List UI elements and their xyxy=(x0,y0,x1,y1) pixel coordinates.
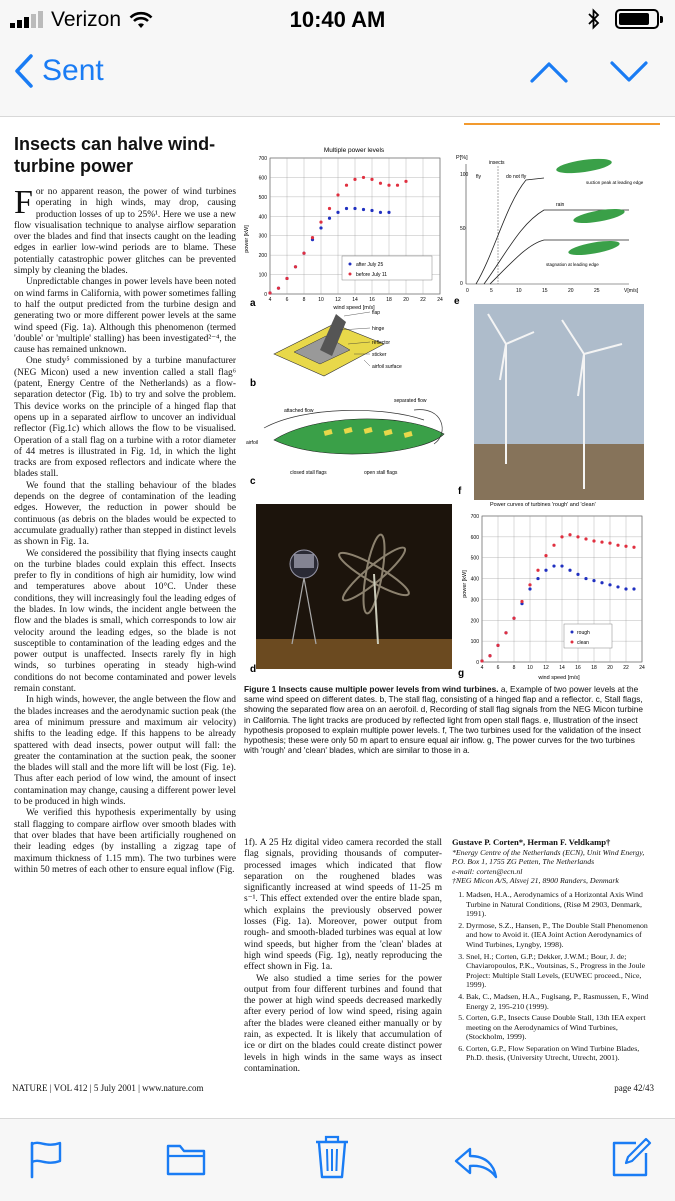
panel-a-xtick: 8 xyxy=(302,297,306,303)
panel-g-ytick: 100 xyxy=(470,639,479,646)
chevron-down-icon[interactable] xyxy=(609,60,649,84)
panel-b-label-hinge: hinge xyxy=(372,326,385,332)
panel-letter-g: g xyxy=(458,668,465,679)
header-rule xyxy=(464,123,660,125)
panel-g-xtick: 18 xyxy=(591,665,597,671)
panel-c-label-open: open stall flags xyxy=(364,470,398,476)
panel-a-point-before-July-11 xyxy=(319,221,322,224)
chevron-left-icon xyxy=(14,54,34,88)
panel-a-ytick: 0 xyxy=(264,292,267,298)
panel-a-point-before-July-11 xyxy=(404,180,407,183)
panel-a-xtick: 22 xyxy=(420,297,426,303)
panel-g-point-rough xyxy=(616,585,619,588)
paragraph-5: We considered the possibility that flying insects caught on the turbine blades could explain this effect. Insects prefer to fly in conditions of high air humidity, low wind and temperatures above about 10°C. Under these conditions, they will increasingly foul the leading edges of the blades. In low winds, the incident angle between the flow and the blades is small, which corresponds to low air velocity around the leading edges, so the blade is not susceptible to contamination of the leading edges and the power output is unaffected. Insects rarely fly in high winds, so turbines operating in steady high-wind conditions do not become contaminated and power levels remain constant. xyxy=(14,548,236,695)
panel-a-point-before-July-11 xyxy=(277,287,280,290)
panel-g-point-rough xyxy=(632,587,635,590)
panel-g-xtick: 6 xyxy=(496,665,500,671)
panel-a-ytick: 600 xyxy=(258,175,267,182)
panel-e-ytick-0: 0 xyxy=(460,281,463,287)
panel-a-xtick: 4 xyxy=(268,297,272,303)
panel-g-legend-2: clean xyxy=(577,640,589,646)
panel-g-xtick: 16 xyxy=(575,665,581,671)
panel-c-label-closed: closed stall flags xyxy=(290,470,327,476)
paragraph-3: One study⁵ commissioned by a turbine manufacturer (NEG Micon) used a new invention called a stall flag⁶ (patent, Energy Centre of the Netherlands) as a flow-separation detector (Fig. 1b) to try and solve the problem. This device works on the principle of a hinged flap that opens up in a separated airflow to uncover an individual reflector (Fig.1c) which allows the flow to be visualised. Operation of a stall flag on a turbine with a rotor diameter of 44 metres is illustrated in Fig. 1d, in which the light tracks are from exposed reflectors and indicate where the blades stall. xyxy=(14,356,236,480)
panel-g-point-clean xyxy=(576,535,579,538)
article-attachment[interactable] xyxy=(4,119,664,1114)
legend-marker-after xyxy=(349,263,352,266)
panel-e-xlabel: V[m/s] xyxy=(624,288,639,294)
paragraph-6: In high winds, however, the angle between the flow and the blades increases and the aerodynamic suction peak (the area of minimum pressure and maximum air velocity) shifts to the leading edge. If this happens to be already spattered with dead insects, power output will fall: the greater the contamination at the suction peak, the sooner the blades will stall and the more lift will be lost (Fig. 1e). Thus after each period of low wind, the amount of insect contamination may change, causing a different power level to be produced in high winds. xyxy=(14,695,236,808)
panel-b-diagram xyxy=(250,310,402,389)
panel-letter-c: c xyxy=(250,476,256,487)
panel-g-point-clean xyxy=(608,542,611,545)
panel-a-ytick: 100 xyxy=(258,272,267,279)
panel-g-point-clean xyxy=(584,537,587,540)
bottom-toolbar xyxy=(0,1118,675,1201)
dropcap-letter: F xyxy=(14,184,33,221)
paragraph-2: Unpredictable changes in power levels have been noted on wind farms in California, with power sometimes falling to half the output predicted from the turbine design and generating two or more different power levels at the same wind speed (Fig. 1a). Although this phenomenon (termed 'double' or 'multiple' stalling) has been investigated²⁻⁴, the cause has remained unknown. xyxy=(14,277,236,356)
panel-g-point-rough xyxy=(544,569,547,572)
panel-a-point-after-July-25 xyxy=(370,209,373,212)
panel-e-label-stagnation: stagnation at leading edge xyxy=(546,262,599,267)
panel-g-point-clean xyxy=(552,544,555,547)
panel-a-point-after-July-25 xyxy=(387,211,390,214)
references-column xyxy=(452,838,652,1065)
legend-marker-before xyxy=(349,273,352,276)
panel-letter-b: b xyxy=(250,378,257,389)
panel-e-xtick-5: 5 xyxy=(490,288,493,294)
bluetooth-icon xyxy=(587,8,601,30)
panel-g-point-clean xyxy=(544,554,547,557)
paragraph-1-text: or no apparent reason, the power of wind turbines operating in high winds, may drop, causing production losses of up to 25%¹. Here we use a new flow visualisation technique to analyse airflow separation over the blades and find that insects caught on the leading edges in earlier low-wind periods are to blame. These potentially catastrophic power glitches can be prevented simply by cleaning the blades. xyxy=(14,187,236,277)
authors: Gustave P. Corten*, Herman F. Veldkamp† xyxy=(452,837,611,847)
folder-icon[interactable] xyxy=(166,1143,206,1177)
panel-e-label-fly: fly xyxy=(476,174,481,180)
panel-g-point-rough xyxy=(600,581,603,584)
panel-g-xtick: 4 xyxy=(480,665,484,671)
panel-g-point-clean xyxy=(592,539,595,542)
affiliation-email: e-mail: corten@ecn.nl xyxy=(452,866,523,876)
panel-b-label-reflector: reflector xyxy=(372,340,391,346)
panel-g-ytick: 400 xyxy=(470,576,479,583)
message-content[interactable] xyxy=(0,117,675,1118)
panel-g-xlabel: wind speed [m/s] xyxy=(538,675,580,681)
panel-e-label-rain: rain xyxy=(556,202,565,208)
panel-g-ytick: 600 xyxy=(470,534,479,541)
panel-letter-d: d xyxy=(250,664,257,675)
panel-g-point-clean xyxy=(624,545,627,548)
panel-b-label-sticker: sticker xyxy=(372,352,387,358)
panel-g-point-rough xyxy=(608,583,611,586)
panel-g-point-clean xyxy=(568,533,571,536)
panel-a-ylabel: power [kW] xyxy=(244,225,250,253)
panel-a-chart xyxy=(244,147,443,311)
panel-g-point-clean xyxy=(496,644,499,647)
reference-item: 1. Madsen, H.A., Aerodynamics of a Horizontal Axis Wind Turbine in Natural Conditions, (Risø M 2903, Denmark, 1991). xyxy=(466,890,652,919)
panel-g-ytick: 500 xyxy=(470,555,479,562)
panel-g-xtick: 24 xyxy=(639,665,645,671)
panel-a-point-before-July-11 xyxy=(353,178,356,181)
panel-g-point-rough xyxy=(560,564,563,567)
panel-e-xtick-20: 20 xyxy=(568,288,574,294)
panel-g-point-rough xyxy=(576,573,579,576)
panel-a-legend-2: before July 11 xyxy=(356,272,388,278)
reference-item: 4. Bak, C., Madsen, H.A., Fuglsang, P., Rasmussen, F., Wind Energy 2, 195-210 (1999). xyxy=(466,992,652,1011)
panel-letter-a: a xyxy=(250,298,256,309)
panel-e-xtick-15: 15 xyxy=(542,288,548,294)
panel-a-ytick: 700 xyxy=(258,156,267,162)
panel-e-xtick-0: 0 xyxy=(466,288,469,294)
panel-g-point-clean xyxy=(488,654,491,657)
panel-g-point-clean xyxy=(520,600,523,603)
panel-e-ytick-50: 50 xyxy=(460,226,466,232)
panel-g-point-rough xyxy=(592,579,595,582)
reply-icon[interactable] xyxy=(452,1145,498,1179)
panel-a-point-after-July-25 xyxy=(345,207,348,210)
compose-icon[interactable] xyxy=(610,1137,652,1179)
panel-a-xtick: 18 xyxy=(386,297,392,303)
panel-e-diagram xyxy=(454,155,644,307)
panel-g-point-clean xyxy=(528,583,531,586)
paragraph-1 xyxy=(14,184,236,277)
chevron-up-icon[interactable] xyxy=(529,60,569,84)
text-column-1 xyxy=(14,184,236,1077)
panel-a-legend xyxy=(342,256,432,280)
clock: 10:40 AM xyxy=(289,7,386,32)
panel-letter-f: f xyxy=(458,486,462,497)
panel-e-label-no-fly: do not fly xyxy=(506,174,527,180)
panel-g-point-clean xyxy=(616,544,619,547)
reference-item: 5. Corten, G.P., Insects Cause Double Stall, 13th IEA expert meeting on the Aerodynamics of Wind Turbines, (Stockholm, 1999). xyxy=(466,1013,652,1042)
panel-g-ytick: 0 xyxy=(476,660,479,666)
navigation-bar xyxy=(0,40,675,117)
panel-g-point-clean xyxy=(600,540,603,543)
panel-g-point-rough xyxy=(568,569,571,572)
affiliation-2: †NEG Micon A/S, Alsvej 21, 8900 Randers, Denmark xyxy=(452,876,619,886)
panel-g-point-rough xyxy=(584,577,587,580)
panel-a-xtick: 10 xyxy=(318,297,324,303)
caption-label: Figure 1 Insects cause multiple power levels from wind turbines. xyxy=(244,684,499,694)
back-button[interactable] xyxy=(14,54,104,88)
panel-g-ytick: 300 xyxy=(470,597,479,604)
panel-a-point-after-July-25 xyxy=(319,226,322,229)
affiliation-1: *Energy Centre of the Netherlands (ECN), Unit Wind Energy, P.O. Box 1, 1755 ZG Petten, The Netherlands xyxy=(452,847,645,867)
panel-letter-e: e xyxy=(454,296,460,307)
panel-d-photo xyxy=(250,504,452,675)
panel-a-point-after-July-25 xyxy=(362,208,365,211)
panel-a-point-before-July-11 xyxy=(379,182,382,185)
panel-g-point-clean xyxy=(512,617,515,620)
panel-a-point-before-July-11 xyxy=(302,252,305,255)
panel-c-diagram xyxy=(246,398,444,487)
panel-g-legend-1: rough xyxy=(577,630,590,636)
panel-a-xtick: 24 xyxy=(437,297,443,303)
legend-marker-clean xyxy=(571,641,574,644)
panel-a-point-before-July-11 xyxy=(396,184,399,187)
panel-g-point-clean xyxy=(632,546,635,549)
caption-text: a, Example of two power levels at the same wind speed on different dates. b, The stall flag, consisting of a hinged flap and a reflector. c, Stall flags, showing the separated flow area on an aerofoil. d, Recording of stall flag signals from the NEG Micon turbine in California. The light tracks are produced by reflected light from open stall flags. e, Illustration of the insect hypothesis proposed to explain multiple power levels. f, The two turbines used for the validation of the insect hypothesis; these were only 50 m apart to ensure equal air inflow. g, The power curves for the two turbines with 'rough' and 'clean' blades, which are similar to those in a. xyxy=(244,684,643,756)
panel-a-ytick: 200 xyxy=(258,253,267,260)
text-column-2 xyxy=(244,838,442,1078)
panel-e-ylabel: P[%] xyxy=(456,155,468,161)
panel-g-ytick: 700 xyxy=(470,514,479,520)
panel-g-chart xyxy=(458,514,645,681)
panel-a-ytick: 300 xyxy=(258,233,267,240)
panel-a-point-after-July-25 xyxy=(379,211,382,214)
panel-g-xtick: 12 xyxy=(543,665,549,671)
panel-e-xtick-25: 25 xyxy=(594,288,600,294)
panel-a-point-before-July-11 xyxy=(311,236,314,239)
page-number: page 42/43 xyxy=(614,1083,654,1093)
panel-g-point-rough xyxy=(624,587,627,590)
reference-item: 2. Dyrmose, S.Z., Hansen, P., The Double Stall Phenomenon and how to Avoid it. (IEA Joint Action Aerodynamics of Wind Turbines, Lyngby, 1998). xyxy=(466,921,652,950)
reference-item: 6. Corten, G.P., Flow Separation on Wind Turbine Blades, Ph.D. thesis, (University Utrecht, Utrecht, 2001). xyxy=(466,1044,652,1063)
panel-e-ytick-100: 100 xyxy=(460,172,469,178)
legend-marker-rough xyxy=(571,631,574,634)
panel-a-point-after-July-25 xyxy=(336,211,339,214)
back-label: Sent xyxy=(42,54,104,87)
panel-a-point-before-July-11 xyxy=(268,291,271,294)
panel-a-xlabel: wind speed [m/s] xyxy=(333,305,375,311)
status-bar xyxy=(0,0,675,40)
panel-g-ylabel: power [kW] xyxy=(462,570,468,598)
panel-g-xtick: 22 xyxy=(623,665,629,671)
panel-a-point-before-July-11 xyxy=(328,207,331,210)
panel-a-xtick: 12 xyxy=(335,297,341,303)
panel-a-xtick: 16 xyxy=(369,297,375,303)
panel-a-point-before-July-11 xyxy=(285,277,288,280)
reference-item: 3. Snel, H.; Corten, G.P.; Dekker, J.W.M.; Bour, J. de; Chaviaropoulos, P.K., Voutsinas, S., Progress in the Joule Project: Multiple Stall Levels, (EUWEC proceed., Nice, 1999). xyxy=(466,952,652,990)
article-title: Insects can halve wind-turbine power xyxy=(14,134,216,176)
panel-a-legend-1: after July 25 xyxy=(356,262,384,268)
paragraph-4: We found that the stalling behaviour of the blades depends on the degree of contamination of the leading edges. However, the reduction in power should be continuous (as debris on the blades would be expected to accumulate gradually) rather than stepped in distinct levels as shown in Fig. 1a. xyxy=(14,480,236,548)
panel-a-ytick: 400 xyxy=(258,214,267,221)
battery-icon xyxy=(615,9,659,29)
panel-a-xtick: 20 xyxy=(403,297,409,303)
panel-a-xtick: 6 xyxy=(285,297,289,303)
panel-a-xtick: 14 xyxy=(352,297,358,303)
trash-icon[interactable] xyxy=(314,1135,350,1179)
panel-f-photo xyxy=(458,304,644,508)
panel-g-point-rough xyxy=(536,577,539,580)
panel-g-point-clean xyxy=(536,569,539,572)
panel-a-point-before-July-11 xyxy=(345,184,348,187)
panel-a-title: Multiple power levels xyxy=(323,147,385,154)
panel-c-label-attached: attached flow xyxy=(284,408,314,414)
panel-b-label-surface: airfoil surface xyxy=(372,364,402,370)
panel-a-point-before-July-11 xyxy=(294,265,297,268)
journal-footer: NATURE | VOL 412 | 5 July 2001 | www.nature.com xyxy=(12,1083,204,1093)
panel-b-label-flap: flap xyxy=(372,310,381,316)
col2-paragraph-2: We also studied a time series for the power output from four different turbines and found that the power at high wind speeds decreased markedly after every period of low wind speed, rising again after the blades were cleaned either manually or by rain, as expected. It is likely that accumulation of ice or dirt on the blades could create distinct power levels in high winds in the same ways as insect contamination. xyxy=(244,973,442,1074)
carrier-name: Verizon xyxy=(51,8,122,31)
panel-a-point-after-July-25 xyxy=(353,207,356,210)
panel-e-label-suction: suction peak at leading edge xyxy=(586,180,644,185)
panel-g-point-clean xyxy=(480,659,483,662)
panel-a-point-before-July-11 xyxy=(362,176,365,179)
panel-g-xtick: 10 xyxy=(527,665,533,671)
panel-a-point-before-July-11 xyxy=(387,184,390,187)
panel-a-point-before-July-11 xyxy=(336,193,339,196)
reference-list xyxy=(452,890,652,1063)
panel-g-xtick: 14 xyxy=(559,665,565,671)
flag-icon[interactable] xyxy=(28,1139,64,1179)
paragraph-7: We verified this hypothesis experimentally by using stall flagging to compare airflow over smooth blades with that over blades that have been artificially roughened on their leading edges (by installing a zigzag tape of maximum thickness of 1.15 mm). The two turbines were within 50 metres of each other to ensure equal inflow (Fig. xyxy=(14,808,236,875)
panel-c-label-airfoil: airfoil xyxy=(246,440,258,446)
panel-f-title: Power curves of turbines 'rough' and 'clean' xyxy=(490,502,596,508)
panel-g-point-rough xyxy=(552,564,555,567)
panel-g-point-rough xyxy=(528,587,531,590)
panel-a-point-before-July-11 xyxy=(370,178,373,181)
figure-1 xyxy=(244,144,649,684)
panel-a-ytick: 500 xyxy=(258,194,267,201)
col2-paragraph-1: 1f). A 25 Hz digital video camera recorded the stall flag signals, providing thousands of computer-processed images which indicated that flow separation on the roughened blades was significantly increased at wind speeds of 11-25 m s⁻¹. This effect extended over the entire blade span, which explains the previously observed power losses (Fig. 1a). Moreover, power output from rough- and smooth-bladed turbines was equal at low wind speeds, but higher from the 'clean' blades at high wind speeds (Fig. 1g), neatly reproducing the effect shown in Fig. 1a. xyxy=(244,838,442,973)
panel-a-point-after-July-25 xyxy=(328,217,331,220)
panel-g-point-clean xyxy=(504,631,507,634)
panel-e-label-insects: insects xyxy=(489,160,505,166)
panel-g-ytick: 200 xyxy=(470,618,479,625)
figure-caption xyxy=(244,684,649,755)
panel-g-xtick: 20 xyxy=(607,665,613,671)
panel-c-label-separated: separated flow xyxy=(394,398,427,404)
panel-e-xtick-10: 10 xyxy=(516,288,522,294)
panel-g-point-clean xyxy=(560,535,563,538)
panel-g-xtick: 8 xyxy=(512,665,516,671)
panel-g-legend xyxy=(564,624,612,648)
